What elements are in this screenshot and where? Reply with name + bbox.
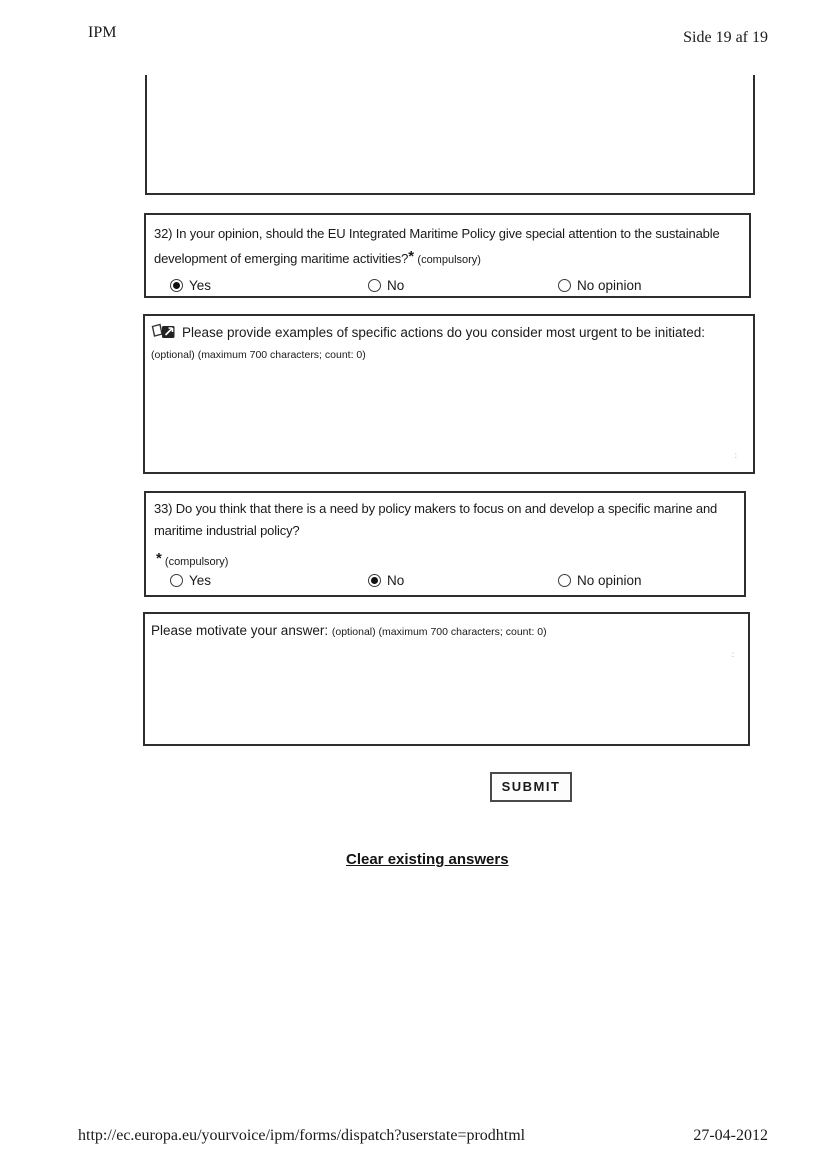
question-32-options — [146, 278, 749, 298]
question-32-required-marker: * — [408, 248, 414, 265]
examples-textarea-meta: (optional) (maximum 700 characters; count: 0) — [151, 349, 366, 361]
page-header-page-number: Side 19 af 19 — [683, 29, 768, 46]
question-33-required-line — [146, 542, 744, 568]
radio-no-opinion-icon[interactable] — [558, 279, 571, 292]
question-33-required-note: (compulsory) — [164, 556, 229, 568]
radio-option-yes[interactable] — [170, 278, 211, 293]
radio-option-label: Yes — [189, 573, 212, 588]
radio-yes-icon[interactable] — [170, 279, 183, 292]
motivate-textarea-label: Please motivate your answer: — [151, 623, 329, 638]
question-33-text: 33) Do you think that there is a need by policy makers to focus on and develop a specific marine and maritime industrial policy? — [154, 501, 718, 538]
page-footer-date: 27-04-2012 — [693, 1127, 768, 1144]
motivate-textarea-label-line — [145, 614, 748, 643]
radio-option-label: No opinion — [577, 278, 642, 293]
continuation-textarea[interactable] — [145, 75, 755, 195]
question-33-required-marker: * — [156, 550, 162, 567]
radio-no-opinion-icon[interactable] — [558, 574, 571, 587]
radio-no-icon[interactable] — [368, 574, 381, 587]
radio-option-no-opinion[interactable] — [558, 573, 642, 588]
radio-option-yes[interactable] — [170, 573, 211, 588]
motivate-textarea[interactable] — [143, 612, 750, 746]
examples-textarea-label-line — [145, 316, 753, 366]
radio-option-label: No opinion — [577, 573, 642, 588]
page-footer-url: http://ec.europa.eu/yourvoice/ipm/forms/dispatch?userstate=prodhtml — [78, 1127, 526, 1144]
radio-yes-icon[interactable] — [170, 574, 183, 587]
page-header-app-label: IPM — [88, 24, 117, 41]
scan-artifact: : — [731, 650, 734, 659]
examples-textarea[interactable] — [143, 314, 755, 474]
question-33-options — [146, 573, 744, 593]
submit-button[interactable]: SUBMIT — [490, 772, 572, 802]
question-33-box — [144, 491, 746, 597]
radio-option-label: Yes — [189, 278, 212, 293]
question-32-text — [146, 215, 749, 272]
motivate-textarea-meta: (optional) (maximum 700 characters; count: 0) — [331, 626, 547, 638]
radio-option-no[interactable] — [368, 573, 404, 588]
note-icon — [151, 323, 177, 340]
radio-option-label: No — [387, 573, 405, 588]
radio-option-label: No — [387, 278, 405, 293]
question-32-box — [144, 213, 751, 298]
radio-no-icon[interactable] — [368, 279, 381, 292]
radio-option-no-opinion[interactable] — [558, 278, 642, 293]
radio-option-no[interactable] — [368, 278, 404, 293]
question-32-label: 32) In your opinion, should the EU Integrated Maritime Policy give special attention to the sustainable development of emerging maritime activities? — [154, 226, 720, 266]
question-32-required-note: (compulsory) — [417, 254, 481, 266]
scan-artifact: : — [734, 451, 737, 460]
examples-textarea-label: Please provide examples of specific actions do you consider most urgent to be initiated: — [182, 325, 706, 340]
clear-answers-link[interactable]: Clear existing answers — [346, 851, 509, 868]
